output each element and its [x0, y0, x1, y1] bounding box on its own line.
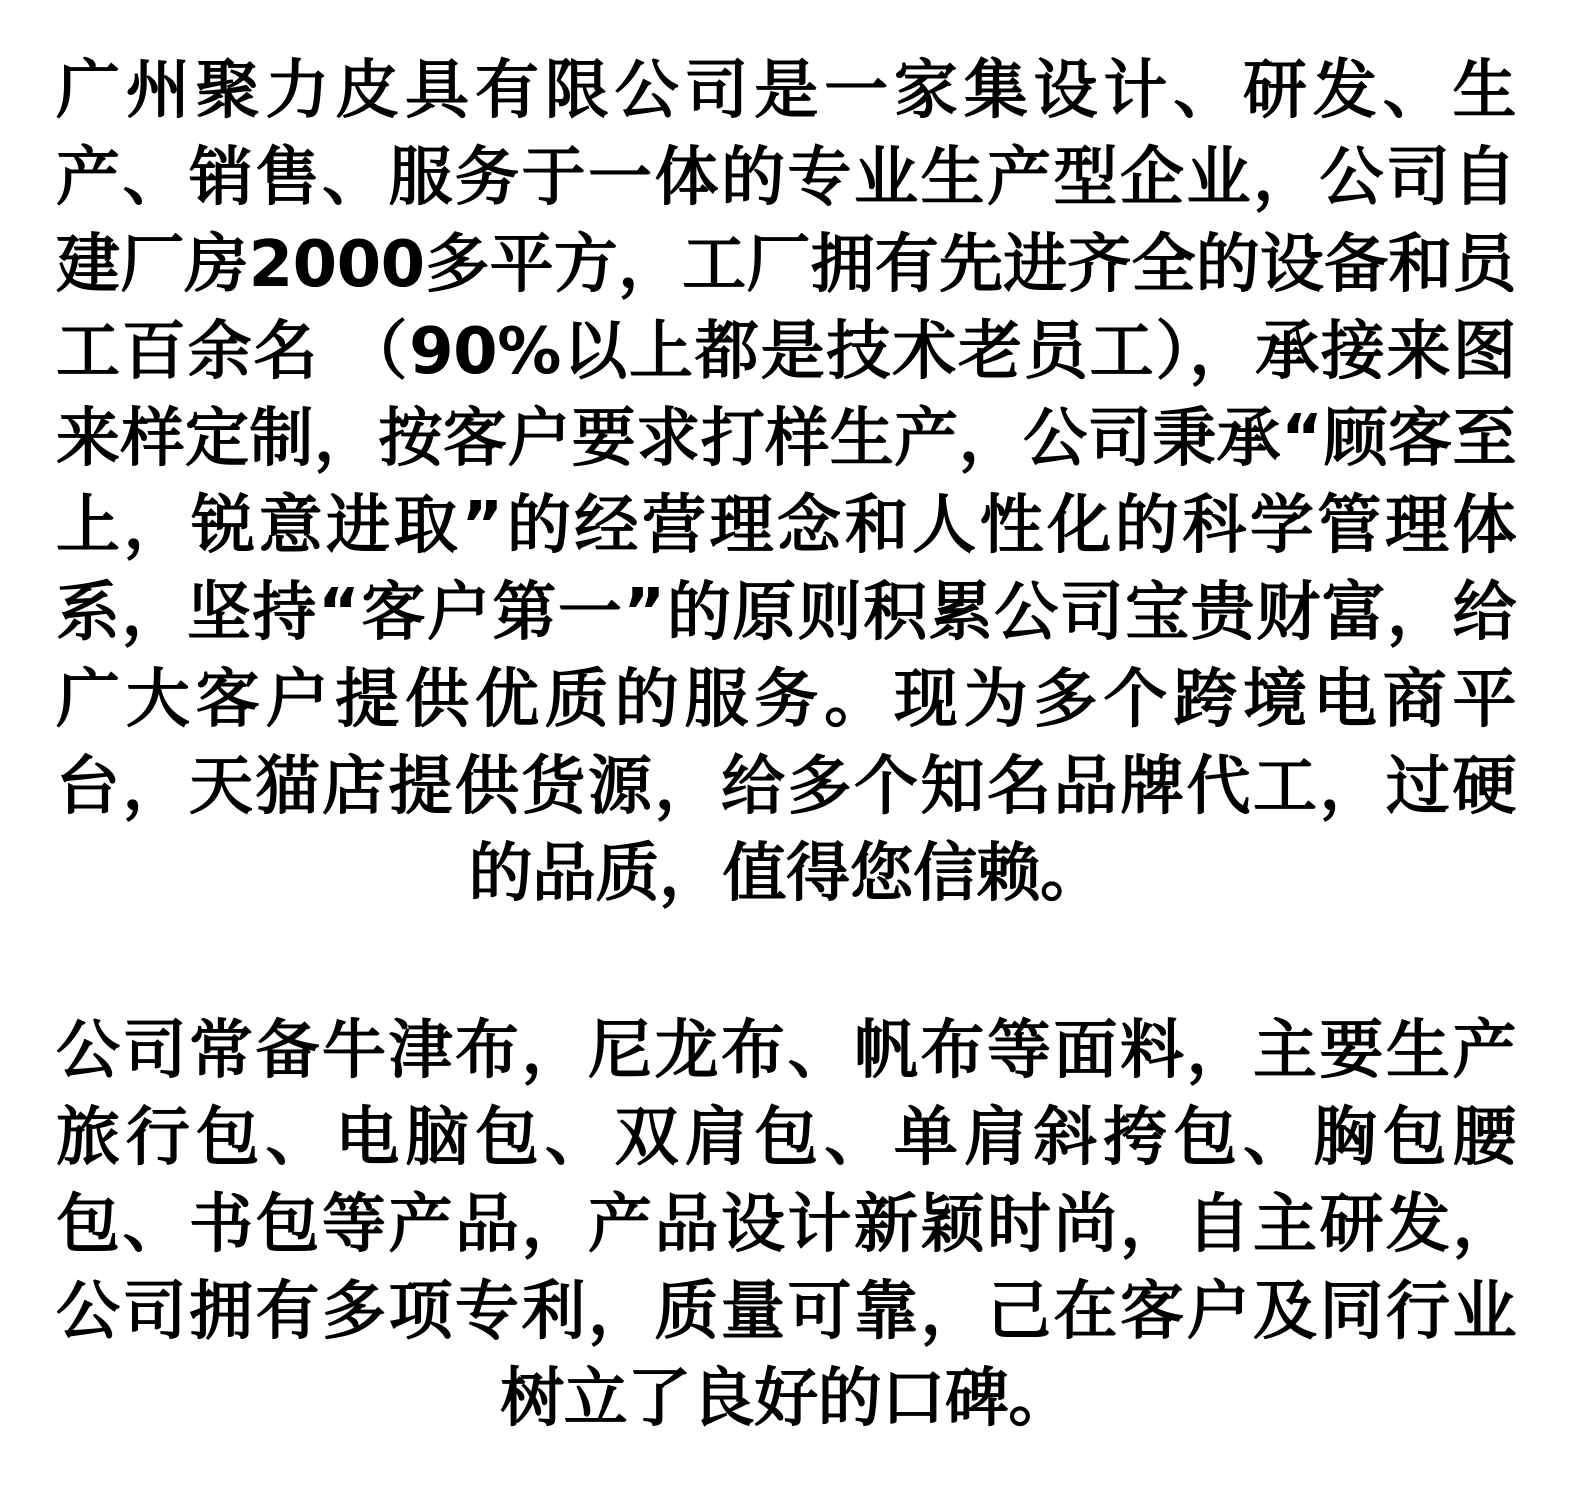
product-intro-paragraph: 公司常备牛津布，尼龙布、帆布等面料，主要生产旅行包、电脑包、双肩包、单肩斜挎包、胸包腰包、书包等产品，产品设计新颖时尚，自主研发，公司拥有多项专利，质量可靠，己在客户及同行业树立了良好的口碑。 — [56, 1014, 1516, 1436]
company-intro-paragraph: 广州聚力皮具有限公司是一家集设计、研发、生产、销售、服务于一体的专业生产型企业，公司自建厂房2000多平方，工厂拥有先进齐全的设备和员工百余名 （90%以上都是技术老员工），承接来图来样定制，按客户要求打样生产，公司秉承“顾客至上，锐意进取”的经营理念和人性化的科学管理体系，坚持“客户第一”的原则积累公司宝贵财富，给广大客户提供优质的服务。现为多个跨境电商平台，天猫店提供货源，给多个知名品牌代工，过硬的品质，值得您信赖。 — [56, 54, 1516, 911]
